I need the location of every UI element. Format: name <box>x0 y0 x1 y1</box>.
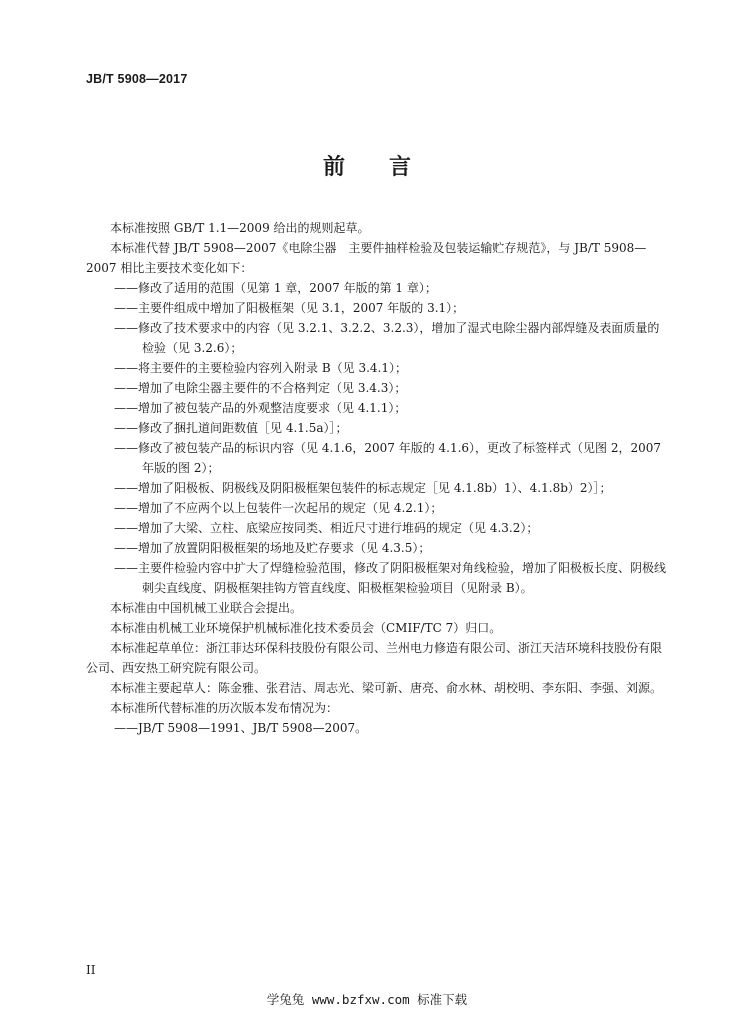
list-item: ——增加了不应两个以上包装件一次起吊的规定（见 4.2.1）； <box>114 501 443 515</box>
paragraph: 本标准由中国机械工业联合会提出。 <box>110 601 303 615</box>
page-title: 前 言 <box>322 155 411 180</box>
page-number: II <box>86 963 96 977</box>
list-item: ——增加了电除尘器主要件的不合格判定（见 3.4.3）； <box>114 381 407 395</box>
list-item: ——修改了被包装产品的标识内容（见 4.1.6，2007 年版的 4.1.6），更改了标签样式（见图 2，2007 年版的图 2）； <box>114 441 662 475</box>
paragraph: 本标准起草单位：浙江菲达环保科技股份有限公司、兰州电力修造有限公司、浙江天洁环境科技股份有限公司、西安热工研究院有限公司。 <box>86 641 663 675</box>
list-item: ——修改了适用的范围（见第 1 章，2007 年版的第 1 章）； <box>114 281 437 295</box>
list-item: ——主要件检验内容中扩大了焊缝检验范围，修改了阴阳极框架对角线检验，增加了阳极板长度、阴极线刺尖直线度、阴极框架挂钩方管直线度、阳极框架检验项目（见附录 B）。 <box>114 561 667 595</box>
list-item: ——增加了大梁、立柱、底梁应按同类、相近尺寸进行堆码的规定（见 4.3.2）； <box>114 521 539 535</box>
paragraph: 本标准主要起草人：陈金雅、张君洁、周志光、梁可新、唐亮、俞水林、胡校明、李东阳、李强、刘源。 <box>110 681 663 695</box>
list-item: ——JB/T 5908—1991、JB/T 5908—2007。 <box>114 721 368 735</box>
list-item: ——修改了捆扎道间距数值［见 4.1.5a）］； <box>114 421 348 435</box>
paragraph: 本标准代替 JB/T 5908—2007《电除尘器 主要件抽样检验及包装运输贮存规范》，与 JB/T 5908—2007 相比主要技术变化如下： <box>86 241 647 275</box>
list-item: ——将主要件的主要检验内容列入附录 B（见 3.4.1）； <box>114 361 407 375</box>
paragraph: 本标准由机械工业环境保护机械标准化技术委员会（CMIF/TC 7）归口。 <box>110 621 502 635</box>
document-body <box>86 218 668 738</box>
paragraph: 本标准按照 GB/T 1.1—2009 给出的规则起草。 <box>110 221 370 235</box>
paragraph: 本标准所代替标准的历次版本发布情况为： <box>110 701 339 715</box>
list-item: ——增加了放置阴阳极框架的场地及贮存要求（见 4.3.5）； <box>114 541 431 555</box>
standard-number: JB/T 5908—2017 <box>86 72 188 86</box>
footer-watermark: 学兔兔 www.bzfxw.com 标准下载 <box>266 992 468 1007</box>
list-item: ——增加了被包装产品的外观整洁度要求（见 4.1.1）； <box>114 401 407 415</box>
list-item: ——修改了技术要求中的内容（见 3.2.1、3.2.2、3.2.3），增加了湿式电除尘器内部焊缝及表面质量的检验（见 3.2.6）； <box>114 321 660 355</box>
list-item: ——主要件组成中增加了阳极框架（见 3.1，2007 年版的 3.1）； <box>114 301 465 315</box>
list-item: ——增加了阳极板、阴极线及阴阳极框架包装件的标志规定［见 4.1.8b）1）、4.1.8b）2）］； <box>114 481 612 495</box>
